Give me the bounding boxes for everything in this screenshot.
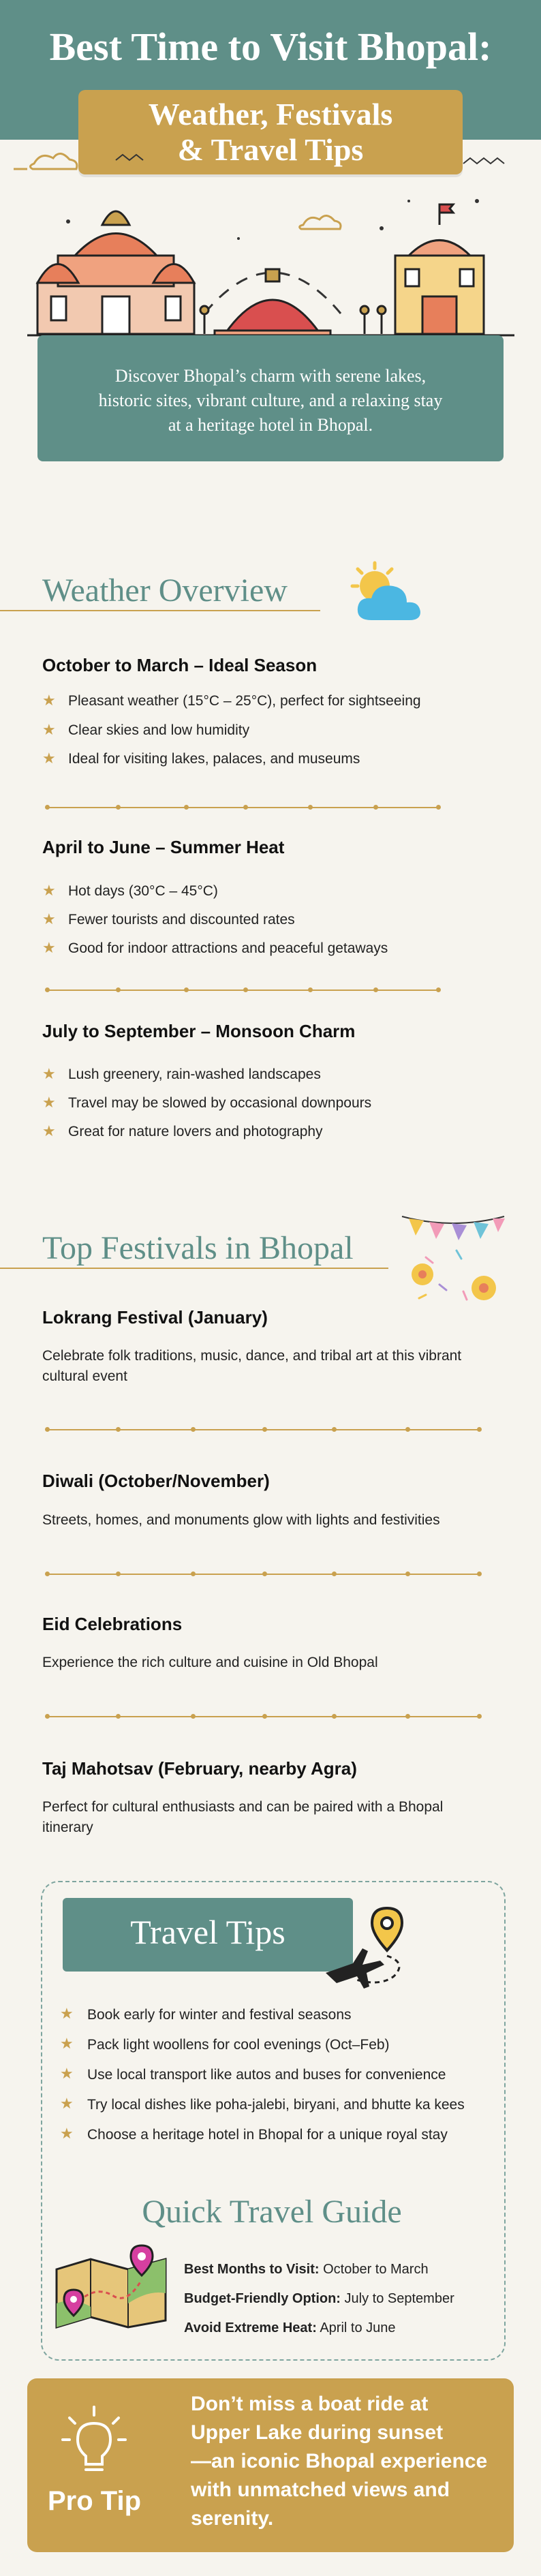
divider-dot (184, 805, 189, 810)
list-item: Choose a heritage hotel in Bhopal for a unique royal stay (87, 2127, 448, 2143)
list-item: Book early for winter and festival seasons (87, 2007, 352, 2023)
list-item: Ideal for visiting lakes, palaces, and museums (68, 751, 360, 767)
star-bullet-icon: ★ (42, 1065, 56, 1082)
list-item: Lush greenery, rain-washed landscapes (68, 1067, 321, 1082)
festival-description-line: Celebrate folk traditions, music, dance, and tribal art at this vibrant (42, 1348, 462, 1364)
list-item: Good for indoor attractions and peaceful getaways (68, 940, 388, 956)
list-item: Use local transport like autos and buses for convenience (87, 2067, 446, 2083)
star-bullet-icon: ★ (42, 750, 56, 767)
festival-heading: Eid Celebrations (42, 1614, 183, 1634)
guide-row-value: October to March (319, 2262, 429, 2277)
pro-tip-line: serenity. (191, 2507, 274, 2530)
weather-title: Weather Overview (42, 572, 288, 609)
intro-line-3: at a heritage hotel in Bhopal. (168, 415, 373, 435)
star-bullet-icon: ★ (42, 939, 56, 956)
list-item: Great for nature lovers and photography (68, 1124, 323, 1139)
star-bullet-icon: ★ (42, 1122, 56, 1139)
divider-dot (436, 805, 441, 810)
star-bullet-icon: ★ (42, 1094, 56, 1111)
divider-dot (116, 987, 121, 992)
star-bullet-icon: ★ (60, 2095, 74, 2112)
divider-dot (332, 1571, 337, 1576)
divider-dot (436, 987, 441, 992)
weather-title-rule (0, 610, 320, 611)
list-item: Fewer tourists and discounted rates (68, 912, 295, 927)
guide-row (184, 2292, 454, 2305)
pro-tip-label: Pro Tip (48, 2486, 142, 2516)
divider-dot (184, 987, 189, 992)
divider-dot (332, 1714, 337, 1719)
intro-line-1: Discover Bhopal’s charm with serene lakes, (114, 366, 427, 386)
lightbulb-icon (60, 2404, 128, 2479)
divider-dot (308, 805, 313, 810)
divider-dot (243, 805, 248, 810)
map-pins-icon (53, 2242, 172, 2331)
sun-cloud-icon (344, 559, 436, 627)
divider-dot (243, 987, 248, 992)
divider-dot (477, 1427, 482, 1432)
divider-dot (116, 805, 121, 810)
star-bullet-icon: ★ (42, 882, 56, 899)
festival-description-line: Perfect for cultural enthusiasts and can be paired with a Bhopal (42, 1799, 444, 1815)
subtitle-line-2: & Travel Tips (177, 132, 364, 167)
divider-dot (373, 805, 378, 810)
star-bullet-icon: ★ (60, 2005, 74, 2022)
divider-dot (45, 1714, 50, 1719)
intro-box (37, 335, 504, 461)
star-bullet-icon: ★ (60, 2035, 74, 2052)
divider-dot (308, 987, 313, 992)
divider-dot (405, 1571, 410, 1576)
pro-tip-line: Don’t miss a boat ride at (191, 2393, 429, 2415)
list-item: Pleasant weather (15°C – 25°C), perfect for sightseeing (68, 693, 421, 709)
divider-dot (191, 1427, 196, 1432)
travel-tips-title: Travel Tips (130, 1913, 285, 1951)
divider-dot (405, 1427, 410, 1432)
guide-row-value: July to September (340, 2291, 454, 2306)
divider-dot (373, 987, 378, 992)
list-item: Travel may be slowed by occasional downpours (68, 1095, 372, 1111)
divider-dot (262, 1427, 267, 1432)
divider-dot (45, 1427, 50, 1432)
star-bullet-icon: ★ (60, 2065, 74, 2082)
divider-dot (45, 805, 50, 810)
guide-row (184, 2321, 396, 2335)
page-title: Best Time to Visit Bhopal: (49, 25, 492, 69)
festival-description-line: Streets, homes, and monuments glow with lights and festivities (42, 1512, 440, 1528)
subtitle-line-1: Weather, Festivals (148, 97, 393, 132)
divider-dot (262, 1714, 267, 1719)
festival-description-line: Experience the rich culture and cuisine in Old Bhopal (42, 1655, 378, 1670)
list-item: Pack light woollens for cool evenings (Oct–Feb) (87, 2037, 390, 2053)
divider-dot (116, 1427, 121, 1432)
guide-row (184, 2263, 429, 2276)
season-heading: April to June – Summer Heat (42, 837, 285, 857)
pro-tip-line: Upper Lake during sunset (191, 2421, 444, 2444)
plane-pin-icon (319, 1905, 414, 1997)
festival-heading: Lokrang Festival (January) (42, 1307, 268, 1328)
star-bullet-icon: ★ (60, 2125, 74, 2142)
quick-guide-title: Quick Travel Guide (142, 2194, 402, 2230)
divider-dot (116, 1714, 121, 1719)
list-item: Try local dishes like poha-jalebi, biryani, and bhutte ka kees (87, 2097, 465, 2113)
guide-row-label: Avoid Extreme Heat: (184, 2320, 317, 2335)
guide-row-label: Budget-Friendly Option: (184, 2291, 341, 2306)
divider-dot (405, 1714, 410, 1719)
list-item: Clear skies and low humidity (68, 722, 250, 738)
festival-description-line: itinerary (42, 1820, 93, 1835)
divider-dot (262, 1571, 267, 1576)
divider-dot (191, 1571, 196, 1576)
divider-dot (477, 1571, 482, 1576)
star-bullet-icon: ★ (42, 910, 56, 927)
festival-heading: Taj Mahotsav (February, nearby Agra) (42, 1758, 357, 1779)
pro-tip-line: —an iconic Bhopal experience (191, 2450, 488, 2472)
season-heading: October to March – Ideal Season (42, 655, 318, 675)
list-item: Hot days (30°C – 45°C) (68, 883, 218, 899)
guide-row-label: Best Months to Visit: (184, 2262, 320, 2277)
festivals-title-rule (0, 1268, 388, 1269)
intro-line-2: historic sites, vibrant culture, and a relaxing stay (98, 390, 443, 410)
festivals-title: Top Festivals in Bhopal (42, 1230, 354, 1266)
star-bullet-icon: ★ (42, 721, 56, 738)
festival-heading: Diwali (October/November) (42, 1471, 270, 1491)
divider-dot (477, 1714, 482, 1719)
divider-dot (332, 1427, 337, 1432)
season-heading: July to September – Monsoon Charm (42, 1021, 356, 1041)
pro-tip-line: with unmatched views and (191, 2479, 450, 2501)
divider-dot (116, 1571, 121, 1576)
star-bullet-icon: ★ (42, 692, 56, 709)
festival-description-line: cultural event (42, 1368, 127, 1384)
guide-row-value: April to June (316, 2320, 396, 2335)
bunting-flowers-icon (399, 1210, 508, 1312)
divider-dot (45, 1571, 50, 1576)
divider-dot (191, 1714, 196, 1719)
divider-dot (45, 987, 50, 992)
